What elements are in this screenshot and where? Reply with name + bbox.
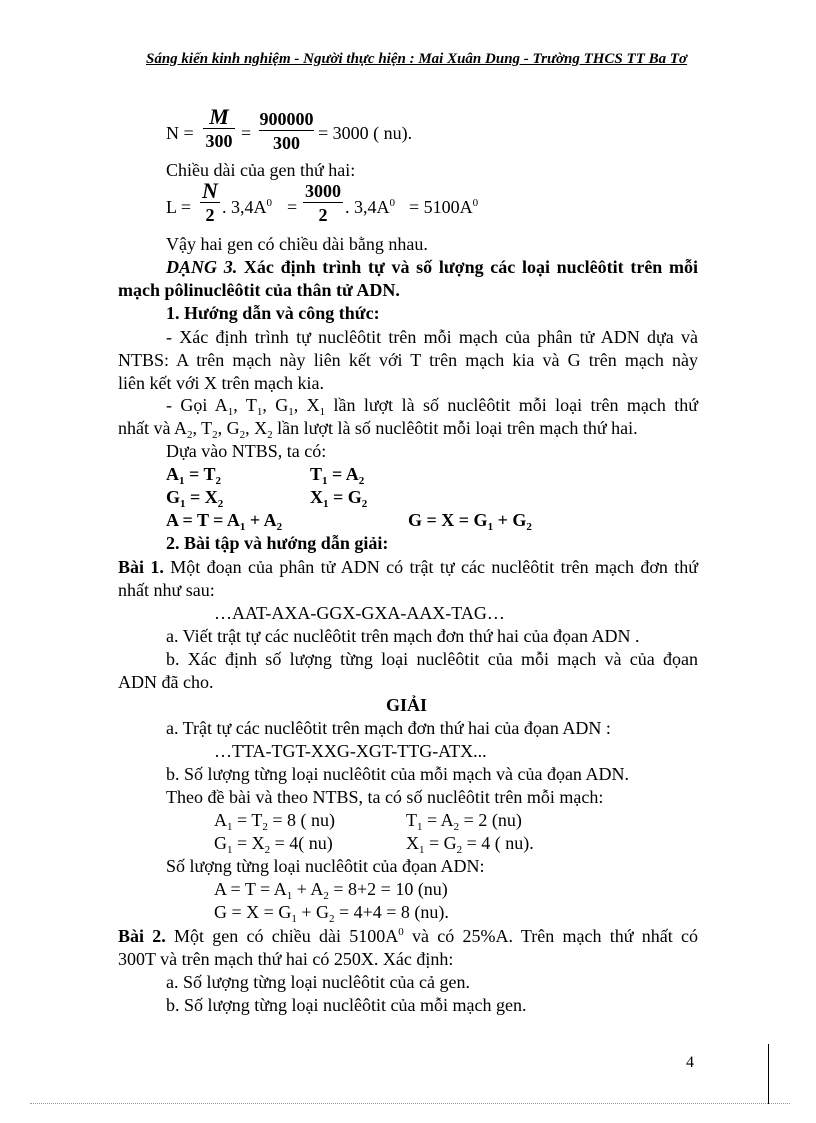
- superscript: 0: [398, 926, 404, 938]
- text: T: [244, 879, 256, 899]
- subscript: 1: [487, 521, 494, 533]
- text: A: [166, 464, 179, 484]
- text: G: [278, 902, 292, 922]
- subscript: 2: [323, 890, 329, 902]
- subscript: 2: [358, 475, 365, 487]
- footer-dotted-rule: [30, 1103, 790, 1104]
- text: G: [166, 487, 181, 507]
- eq-l-term2: [345, 196, 395, 218]
- subscript: 1: [256, 406, 263, 418]
- bai2-question-a: a. Số lượng từng loại nuclêôtit của cả gen.: [166, 972, 470, 992]
- text: = 4( nu): [270, 833, 333, 853]
- bai2-line1: [118, 925, 698, 947]
- subscript: 1: [227, 844, 233, 856]
- subscript: 2: [187, 429, 193, 441]
- bai1-question-b1: b. Xác định số lượng từng loại nuclêôtit của mỗi mạch và của đọan: [166, 649, 698, 669]
- text: , X: [245, 418, 268, 438]
- p1-line3: liên kết với X trên mạch kia.: [118, 373, 324, 393]
- p2-line1: [166, 394, 698, 416]
- text: nhất và A: [118, 418, 187, 438]
- text: =: [208, 510, 227, 530]
- text: = 8 ( nu): [267, 810, 335, 830]
- text: , G: [262, 395, 289, 415]
- superscript: 0: [472, 197, 479, 209]
- text: = 8+2 = 10 (nu): [328, 879, 448, 899]
- bai1-line1: [118, 556, 698, 578]
- text: =: [422, 510, 442, 530]
- text: +: [245, 510, 264, 530]
- text: G: [347, 487, 362, 507]
- dang3-heading-line1: [166, 256, 698, 278]
- subscript: 1: [322, 475, 328, 487]
- fraction-numerator: N: [202, 178, 218, 203]
- text: =: [424, 833, 444, 853]
- fraction-numerator: M: [209, 104, 229, 129]
- text: G: [443, 833, 457, 853]
- text: - Gọi A: [166, 395, 228, 415]
- sol-g1-x2: [214, 832, 333, 854]
- subscript: 2: [267, 429, 273, 441]
- bai1-question-a: a. Viết trật tự các nuclêôtit trên mạch đơn thứ hai của đọan ADN .: [166, 626, 640, 646]
- eq-l-equals: =: [287, 197, 298, 217]
- text: = 4 ( nu).: [462, 833, 534, 853]
- subscript: 1: [227, 821, 233, 833]
- sol-a-t-total: [214, 878, 448, 900]
- text: A: [226, 510, 240, 530]
- text: G: [512, 510, 527, 530]
- superscript: 0: [389, 197, 395, 209]
- subscript: 1: [319, 406, 326, 418]
- subscript: 2: [453, 821, 460, 833]
- subscript: 1: [419, 844, 425, 856]
- text: +: [493, 510, 513, 530]
- bai2-line2: 300T và trên mạch thứ hai có 250X. Xác định:: [118, 949, 454, 969]
- bai2-label: Bài 2.: [118, 926, 166, 946]
- sol-g-x-total: [214, 901, 449, 923]
- sol-a: a. Trật tự các nuclêôtit trên mạch đơn thứ hai của đọan ADN :: [166, 718, 611, 738]
- eq-l-result: [409, 196, 478, 218]
- text: A: [214, 810, 227, 830]
- fraction-numerator: 3000: [305, 181, 341, 201]
- p1-line1: - Xác định trình tự nuclêôtit trên mỗi mạch của phân tử ADN dựa và: [166, 327, 698, 347]
- text: =: [226, 879, 245, 899]
- eq-l-result-text: = 5100A: [409, 197, 473, 217]
- text: X: [441, 510, 455, 530]
- eq-l-term1-text: . 3,4A: [222, 197, 267, 217]
- subscript: 1: [286, 890, 293, 902]
- sol-a1-t2: [214, 809, 335, 831]
- text: = 4+4 = 8 (nu).: [334, 902, 449, 922]
- text: G: [214, 833, 227, 853]
- subscript: 2: [217, 498, 224, 510]
- section-1-heading: 1. Hướng dẫn và công thức:: [166, 303, 380, 323]
- subscript: 1: [180, 498, 186, 510]
- text: =: [184, 464, 204, 484]
- bai1-line2: nhất như sau:: [118, 580, 215, 600]
- sol-b: b. Số lượng từng loại nuclêôtit của mỗi mạch và của đọan ADN.: [166, 764, 629, 784]
- rel-a1-t2: [166, 463, 221, 485]
- text: =: [255, 879, 274, 899]
- text: T: [310, 464, 323, 484]
- eq-n-equals: =: [241, 123, 252, 143]
- text: X: [246, 902, 260, 922]
- eq-l-lhs: L =: [166, 197, 191, 217]
- text: Một gen có chiều dài 5100A: [174, 926, 399, 946]
- bai1-sequence: …AAT-AXA-GGX-GXA-AAX-TAG…: [214, 603, 505, 623]
- subscript: 2: [239, 429, 246, 441]
- text: A: [263, 510, 277, 530]
- text: T: [203, 464, 216, 484]
- bai1-question-b2: ADN đã cho.: [118, 672, 214, 692]
- eq-l-term2-text: . 3,4A: [345, 197, 390, 217]
- fraction-900000-300: [259, 108, 314, 155]
- text: lần lượt là số nuclêôtit mỗi loại trên mạch thứ: [325, 395, 698, 415]
- sol-sequence: …TTA-TGT-XXG-XGT-TTG-ATX...: [214, 741, 487, 761]
- subscript: 2: [526, 521, 532, 533]
- text: , X: [293, 395, 320, 415]
- text: =: [178, 510, 197, 530]
- p1-line2: NTBS: A trên mạch này liên kết với T trên mạch kia và G trên mạch này: [118, 350, 698, 370]
- rel-x1-g2: [310, 486, 367, 508]
- text: Một đoạn của phân tử ADN có trật tự các nuclêôtit trên mạch đơn thứ: [170, 557, 698, 577]
- text: T: [251, 810, 263, 830]
- subscript: 2: [264, 844, 271, 856]
- text: G: [473, 510, 488, 530]
- subscript: 2: [456, 844, 463, 856]
- sol-so-luong: Số lượng từng loại nuclêôtit của đọan ADN:: [166, 856, 485, 876]
- text: T: [406, 810, 417, 830]
- text: G: [408, 510, 423, 530]
- text: +: [292, 879, 311, 899]
- rel-g1-x2: [166, 486, 223, 508]
- footer-vertical-rule: [768, 1044, 769, 1104]
- subscript: 1: [288, 406, 294, 418]
- sol-t1-a2: [406, 809, 522, 831]
- eq-n-lhs: N =: [166, 123, 194, 143]
- dang3-label: DẠNG 3.: [166, 257, 238, 277]
- dang3-title: Xác định trình tự và số lượng các loại nuclêôtit trên mỗi: [243, 257, 698, 277]
- text: =: [232, 810, 252, 830]
- fraction-denominator: 2: [205, 205, 215, 225]
- subscript: 2: [361, 498, 368, 510]
- fraction-denominator: 2: [318, 205, 328, 225]
- text: X: [204, 487, 218, 507]
- rel-a-t-sum: [166, 509, 282, 531]
- text: =: [259, 902, 279, 922]
- rel-t1-a2: [310, 463, 364, 485]
- subscript: 1: [323, 498, 329, 510]
- text: =: [454, 510, 474, 530]
- page-number: 4: [686, 1054, 694, 1071]
- subscript: 2: [215, 475, 221, 487]
- conclusion: Vậy hai gen có chiều dài bằng nhau.: [166, 234, 428, 254]
- fraction-numerator: 900000: [259, 109, 314, 129]
- rel-g-x-sum: [408, 509, 532, 531]
- text: =: [185, 487, 205, 507]
- dang3-heading-line2: mạch pôlinuclêôtit của thân tử ADN.: [118, 280, 400, 300]
- text: = 2 (nu): [459, 810, 522, 830]
- eq-l-term1: [222, 196, 272, 218]
- text: , G: [217, 418, 240, 438]
- text: và có 25%A. Trên mạch thứ nhất có: [403, 926, 699, 946]
- text: A: [166, 510, 179, 530]
- p2-line2: [118, 417, 638, 439]
- text: lần lượt là số nuclêôtit mỗi loại trên mạch thứ hai.: [272, 418, 638, 438]
- subscript: 2: [328, 913, 335, 925]
- subscript: 1: [179, 475, 185, 487]
- sol-x1-g2: [406, 832, 534, 854]
- ntbs-intro: Dựa vào NTBS, ta có:: [166, 441, 327, 461]
- subscript: 2: [262, 821, 268, 833]
- subscript: 2: [276, 521, 283, 533]
- fraction-3000-2: [303, 180, 343, 227]
- page-header: Sáng kiến kinh nghiệm - Người thực hiện : Mai Xuân Dung - Trường THCS TT Ba Tơ: [146, 51, 688, 67]
- text: +: [296, 902, 316, 922]
- text: G: [315, 902, 329, 922]
- text: A: [273, 879, 287, 899]
- text: =: [327, 464, 346, 484]
- sol-theo: Theo đề bài và theo NTBS, ta có số nuclêôtit trên mỗi mạch:: [166, 787, 604, 807]
- text: T: [196, 510, 209, 530]
- text: X: [310, 487, 323, 507]
- eq-n-result: = 3000 ( nu).: [318, 123, 413, 143]
- solution-heading: GIẢI: [386, 695, 428, 715]
- subscript: 1: [291, 913, 297, 925]
- text: A: [310, 879, 324, 899]
- fraction-denominator: 300: [205, 131, 233, 151]
- fraction-m-300: [203, 106, 235, 153]
- text: =: [227, 902, 247, 922]
- text: A: [214, 879, 227, 899]
- text: G: [214, 902, 227, 922]
- text: =: [328, 487, 348, 507]
- superscript: 0: [266, 197, 272, 209]
- text: A: [345, 464, 359, 484]
- fraction-denominator: 300: [273, 133, 300, 153]
- bai2-question-b: b. Số lượng từng loại nuclêôtit của mỗi mạch gen.: [166, 995, 527, 1015]
- bai1-label: Bài 1.: [118, 557, 164, 577]
- text: X: [251, 833, 265, 853]
- text: , T: [233, 395, 257, 415]
- fraction-n-2: [200, 180, 220, 227]
- section-2-heading: 2. Bài tập và hướng dẫn giải:: [166, 533, 389, 553]
- subscript: 1: [239, 521, 246, 533]
- text: , T: [192, 418, 213, 438]
- text: =: [422, 810, 441, 830]
- subscript: 1: [227, 406, 234, 418]
- subscript: 1: [417, 821, 423, 833]
- text: A: [440, 810, 454, 830]
- subscript: 2: [212, 429, 218, 441]
- text: X: [406, 833, 419, 853]
- text: =: [232, 833, 252, 853]
- chieu-dai-label: Chiều dài của gen thứ hai:: [166, 160, 356, 180]
